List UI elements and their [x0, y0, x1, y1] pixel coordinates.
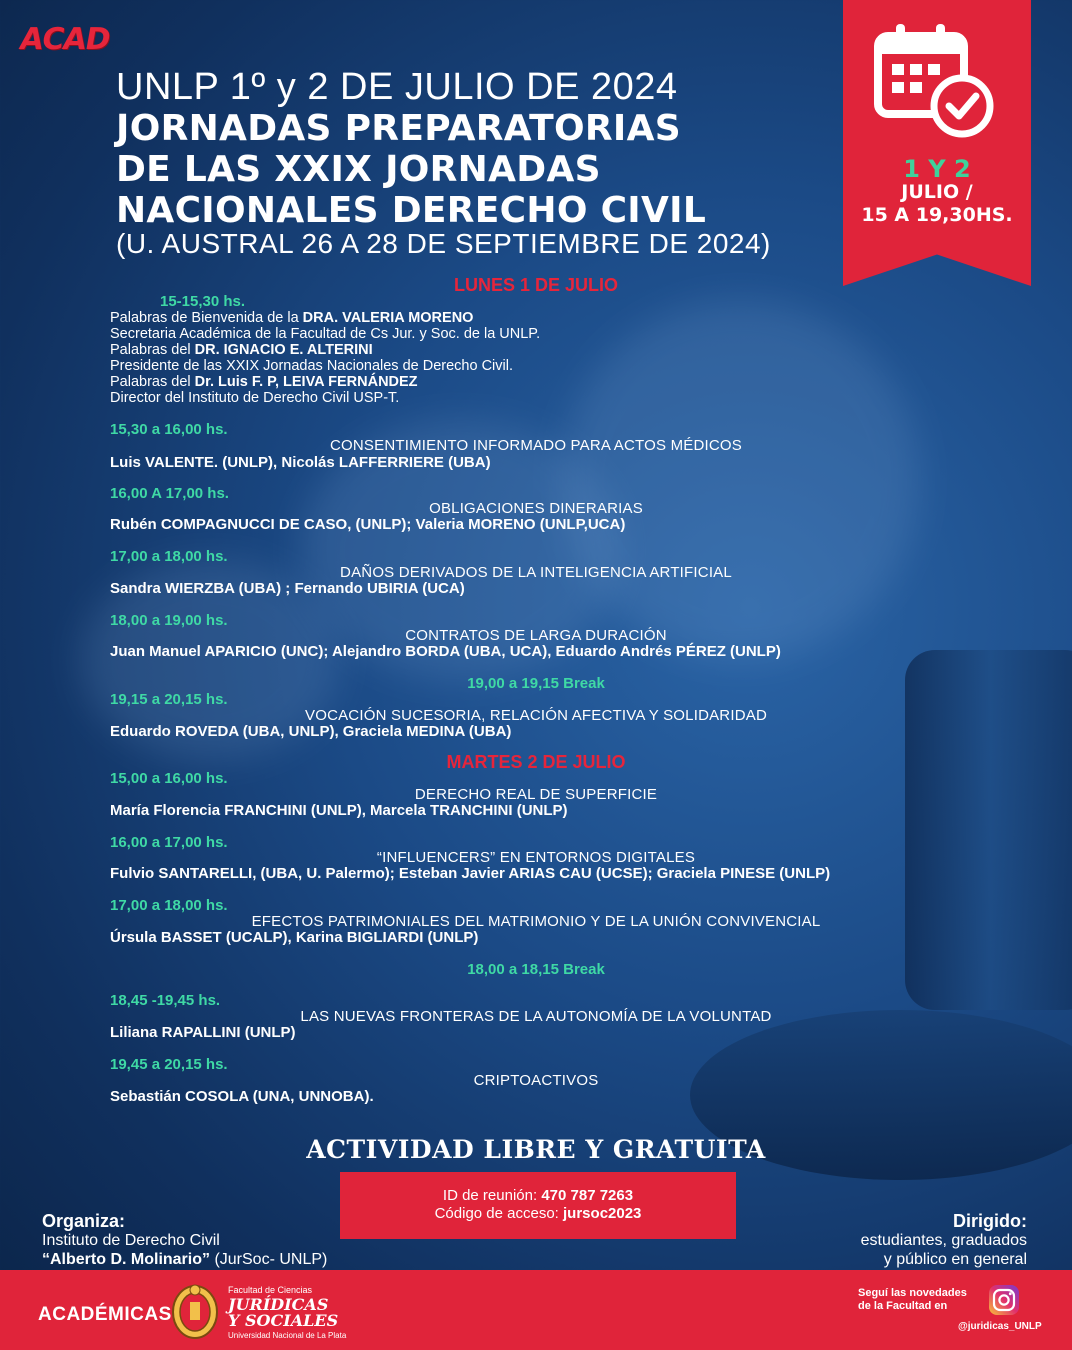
speaker-name: DRA. VALERIA MORENO	[302, 310, 474, 326]
follow-line: Seguí las novedades	[858, 1287, 967, 1299]
banner-date	[843, 155, 1031, 227]
session-topic: CRIPTOACTIVOS	[473, 1072, 599, 1089]
session-speakers: Sebastián COSOLA (UNA, UNNOBA).	[110, 1088, 374, 1105]
organizer-block	[42, 1212, 327, 1269]
intro-text: Palabras del	[110, 374, 195, 390]
page-title	[116, 108, 706, 231]
organizer-line: (JurSoc- UNLP)	[210, 1251, 328, 1268]
session-topic: CONTRATOS DE LARGA DURACIÓN	[405, 627, 667, 644]
session-speakers: Luis VALENTE. (UNLP), Nicolás LAFFERRIERE (UBA)	[110, 454, 491, 471]
session-topic: DERECHO REAL DE SUPERFICIE	[414, 786, 658, 803]
university-seal-icon	[170, 1282, 220, 1340]
session-time: 16,00 a 17,00 hs.	[110, 834, 228, 851]
session-speakers: Eduardo ROVEDA (UBA, UNLP), Graciela MEDINA (UBA)	[110, 723, 512, 740]
session-time: 15,30 a 16,00 hs.	[110, 421, 228, 438]
meeting-id-value: 470 787 7263	[541, 1187, 634, 1204]
audience-line: y público en general	[883, 1251, 1027, 1268]
session-speakers: Juan Manuel APARICIO (UNC); Alejandro BORDA (UBA, UCA), Eduardo Andrés PÉREZ (UNLP)	[110, 643, 781, 660]
meeting-id-label: ID de reunión:	[442, 1187, 542, 1204]
faculty-name-line: Y SOCIALES	[228, 1311, 339, 1330]
calendar-check-icon	[872, 22, 996, 140]
session-speakers: Liliana RAPALLINI (UNLP)	[110, 1024, 296, 1041]
organizer-label: Organiza:	[42, 1211, 126, 1231]
session-topic: EFECTOS PATRIMONIALES DEL MATRIMONIO Y DE LA UNIÓN CONVIVENCIAL	[251, 913, 821, 930]
follow-line: de la Facultad en	[858, 1300, 948, 1312]
faculty-small-text: Facultad de Ciencias	[228, 1285, 313, 1295]
title-line: JORNADAS PREPARATORIAS	[116, 108, 682, 149]
banner-hours: 15 A 19,30HS.	[861, 204, 1013, 226]
background-blur	[560, 300, 920, 660]
session-time: 19,15 a 20,15 hs.	[110, 691, 228, 708]
session-topic: “INFLUENCERS” EN ENTORNOS DIGITALES	[376, 849, 696, 866]
session-topic: VOCACIÓN SUCESORIA, RELACIÓN AFECTIVA Y SOLIDARIDAD	[305, 707, 767, 724]
banner-month: JULIO /	[901, 181, 973, 203]
intro-text: Palabras del	[110, 342, 195, 358]
session-speakers: Fulvio SANTARELLI, (UBA, U. Palermo); Esteban Javier ARIAS CAU (UCSE); Graciela PINESE (UNLP)	[110, 865, 831, 882]
opening-remarks	[110, 310, 540, 406]
session-topic: DAÑOS DERIVADOS DE LA INTELIGENCIA ARTIFICIAL	[340, 564, 732, 581]
session-topic: LAS NUEVAS FRONTERAS DE LA AUTONOMÍA DE LA VOLUNTAD	[300, 1008, 772, 1025]
session-time: 17,00 a 18,00 hs.	[110, 897, 228, 914]
session-time: 17,00 a 18,00 hs.	[110, 548, 228, 565]
faculty-name	[228, 1297, 338, 1329]
day-1-heading: LUNES 1 DE JULIO	[453, 275, 619, 295]
audience-line: estudiantes, graduados	[860, 1232, 1027, 1249]
session-speakers: Sandra WIERZBA (UBA) ; Fernando UBIRIA (UCA)	[110, 580, 465, 597]
session-time: 18,45 -19,45 hs.	[110, 992, 221, 1009]
break-label: 18,00 a 18,15 Break	[467, 961, 605, 978]
title-line: NACIONALES DERECHO CIVIL	[116, 190, 707, 231]
title-line: DE LAS XXIX JORNADAS	[116, 149, 601, 190]
faculty-name-line: JURÍDICAS	[228, 1295, 329, 1314]
speaker-name: Dr. Luis F. P, LEIVA FERNÁNDEZ	[194, 374, 418, 390]
session-time: 16,00 A 17,00 hs.	[110, 485, 229, 502]
academicas-label: ACADÉMICAS	[38, 1304, 172, 1325]
instagram-icon[interactable]	[988, 1284, 1020, 1316]
intro-text: Secretaria Académica de la Facultad de Cs Jur. y Soc. de la UNLP.	[110, 326, 541, 342]
acad-logo: ACAD	[16, 22, 113, 57]
university-name: Universidad Nacional de La Plata	[228, 1331, 347, 1340]
session-topic: OBLIGACIONES DINERARIAS	[429, 500, 643, 517]
session-time: 15-15,30 hs.	[160, 293, 246, 310]
gavel-head-image	[905, 650, 1072, 1010]
organizer-line: Instituto de Derecho Civil	[42, 1232, 220, 1249]
free-activity-title: ACTIVIDAD LIBRE Y GRATUITA	[306, 1135, 766, 1164]
session-time: 15,00 a 16,00 hs.	[110, 770, 228, 787]
audience-block	[861, 1212, 1027, 1269]
audience-label: Dirigido:	[953, 1211, 1027, 1231]
intro-text: Presidente de las XXIX Jornadas Nacionales de Derecho Civil.	[110, 358, 513, 374]
session-topic: CONSENTIMIENTO INFORMADO PARA ACTOS MÉDICOS	[330, 437, 742, 454]
event-date-line: UNLP 1º y 2 DE JULIO DE 2024	[116, 66, 678, 108]
session-time: 19,45 a 20,15 hs.	[110, 1056, 228, 1073]
access-code-value: jursoc2023	[563, 1205, 642, 1222]
break-label: 19,00 a 19,15 Break	[467, 675, 605, 692]
session-speakers: Rubén COMPAGNUCCI DE CASO, (UNLP); Valeria MORENO (UNLP,UCA)	[110, 516, 626, 533]
session-speakers: Úrsula BASSET (UCALP), Karina BIGLIARDI (UNLP)	[110, 929, 479, 946]
intro-text: Director del Instituto de Derecho Civil USP-T.	[110, 390, 400, 406]
page-subtitle: (U. AUSTRAL 26 A 28 DE SEPTIEMBRE DE 2024)	[116, 228, 771, 259]
banner-days: 1 Y 2	[903, 155, 971, 183]
session-speakers: María Florencia FRANCHINI (UNLP), Marcela TRANCHINI (UNLP)	[110, 802, 568, 819]
speaker-name: DR. IGNACIO E. ALTERINI	[194, 342, 373, 358]
intro-text: Palabras de Bienvenida de la	[110, 310, 303, 326]
meeting-access-box	[340, 1172, 736, 1239]
access-code-label: Código de acceso:	[434, 1205, 564, 1222]
day-2-heading: MARTES 2 DE JULIO	[446, 752, 626, 772]
session-time: 18,00 a 19,00 hs.	[110, 612, 228, 629]
instagram-handle[interactable]: @juridicas_UNLP	[958, 1321, 1042, 1332]
follow-text	[858, 1287, 967, 1313]
organizer-name: “Alberto D. Molinario”	[42, 1251, 210, 1268]
